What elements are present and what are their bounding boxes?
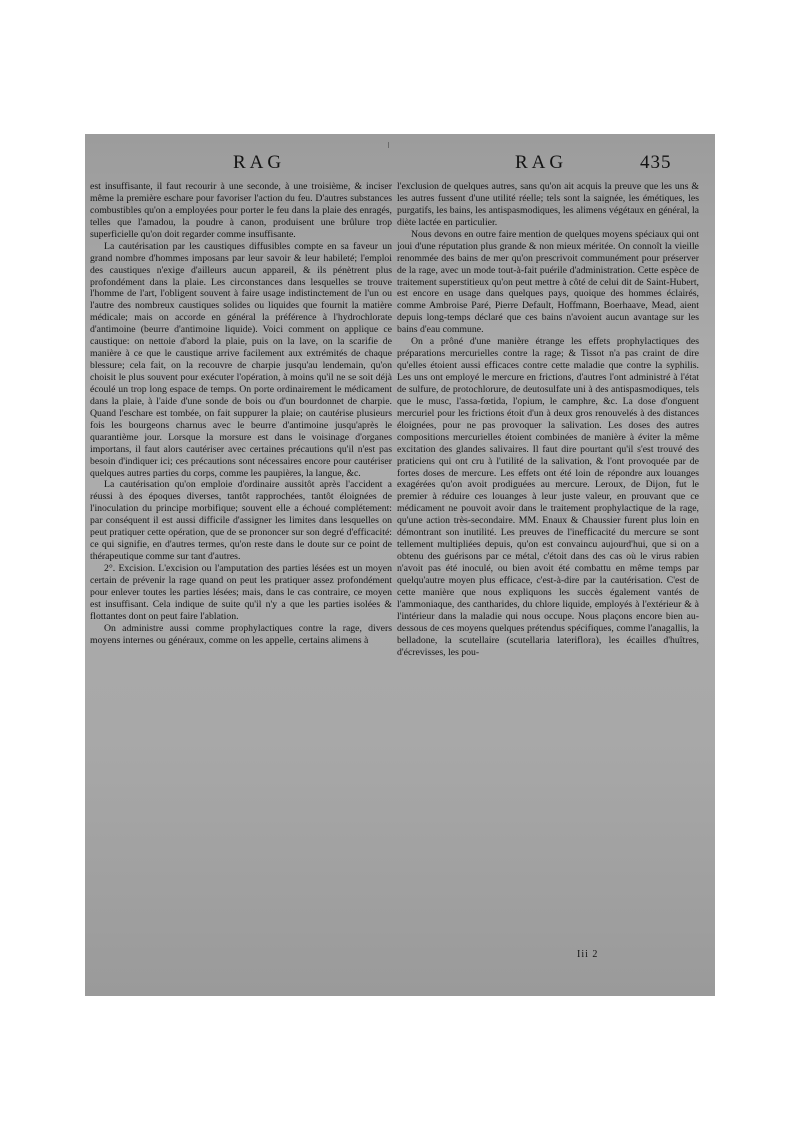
left-text-column: [90, 181, 392, 647]
paragraph: 2°. Excision. L'excision ou l'amputation des parties lésées est un moyen certain de prévenir la rage quand on peut les pratiquer assez profondément pour enlever toutes les parties lésées; mais, dans le cas contraire, ce moyen est insuffisant. Cela indique de suite qu'il n'y a que les parties isolées & flottantes dont on peut faire l'ablation.: [90, 563, 392, 622]
signature-mark: Iii 2: [577, 949, 599, 960]
header-left-title: RAG: [233, 152, 286, 173]
page-number: 435: [640, 152, 672, 173]
paragraph: La cautérisation qu'on emploie d'ordinaire aussitôt après l'accident a réussi à des époques diverses, tantôt rapprochées, tantôt éloignées de l'inoculation du principe morbifique; souvent elle a échoué complétement: par conséquent il est aussi difficile d'assigner les limites dans lesquelles on peut pratiquer cette opération, que de se prononcer sur son degré d'efficacité: ce qui signifie, en d'autres termes, qu'on reste dans le doute sur ce point de thérapeutique comme sur tant d'autres.: [90, 479, 392, 563]
page-mark: [388, 142, 389, 148]
paragraph: Nous devons en outre faire mention de quelques moyens spéciaux qui ont joui d'une réputation plus grande & non mieux méritée. On connoît la vieille renommée des bains de mer qu'on prescrivoit communément pour préserver de la rage, avec un mode tout-à-fait puérile d'administration. Cette espèce de traitement superstitieux qu'on peut mettre à côté de celui dit de Saint-Hubert, est encore en usage dans quelques pays, quoique des hommes éclairés, comme Ambroise Paré, Pierre Default, Hoffmann, Boerhaave, Mead, aient depuis long-temps déclaré que ces bains n'avoient aucun avantage sur les bains d'eau commune.: [397, 228, 699, 336]
header-right-title: RAG: [515, 152, 568, 173]
scanned-page: [85, 134, 715, 996]
running-header: [85, 152, 715, 178]
paragraph: La cautérisation par les caustiques diffusibles compte en sa faveur un grand nombre d'hommes imposans par leur savoir & leur habileté; l'emploi des caustiques n'exige d'ailleurs aucun appareil, & ils pénètrent plus profondément dans la plaie. Les circonstances dans lesquelles se trouve l'homme de l'art, l'obligent souvent à faire usage indistinctement de l'un ou l'autre des nombreux caustiques solides ou liquides que fournit la matière médicale; mais on accorde en général la préférence à l'hydrochlorate d'antimoine (beurre d'antimoine liquide). Voici comment on applique ce caustique: on nettoie d'abord la plaie, puis on la lave, on la scarifie de manière à ce que le caustique arrive facilement aux extrémités de chaque blessure; cela fait, on la recouvre de charpie jusqu'au lendemain, qu'on choisit le plus souvent pour exécuter l'opération, à moins qu'il ne se soit déjà écoulé un trop long espace de temps. On porte ordinairement le médicament dans la plaie, à l'aide d'une sonde de bois ou d'un bourdonnet de charpie. Quand l'eschare est tombée, on fait suppurer la plaie; on cautérise plusieurs fois les bourgeons charnus avec le beurre d'antimoine jusqu'après le quarantième jour. Lorsque la morsure est dans le voisinage d'organes importans, il faut alors cautériser avec certaines précautions qu'il n'est pas besoin d'indiquer ici; ces précautions sont nécessaires encore pour cautériser quelques autres parties du corps, comme les paupières, la langue, &c.: [90, 240, 392, 479]
paragraph: On a prôné d'une manière étrange les effets prophylactiques des préparations mercurielles contre la rage; & Tissot n'a pas craint de dire qu'elles étoient aussi efficaces contre cette maladie que contre la syphilis. Les uns ont employé le mercure en frictions, d'autres l'ont administré à l'état de sulfure, de protochlorure, de deutosulfate uni à des antispasmodiques, tels que le musc, l'assa-fœtida, l'opium, le camphre, &c. La dose d'onguent mercuriel pour les frictions étoit d'un à deux gros renouvelés à des distances éloignées, pour ne pas provoquer la salivation. Les doses des autres compositions mercurielles étoient combinées de manière à éviter la même excitation des glandes salivaires. Il faut dire pourtant qu'il s'est trouvé des praticiens qui ont cru à l'utilité de la salivation, & l'ont provoquée par de fortes doses de mercure. Les effets ont été loin de répondre aux louanges exagérées qu'on avoit prodiguées au mercure. Leroux, de Dijon, fut le premier à réduire ces louanges à leur juste valeur, en prouvant que ce médicament ne pouvoit avoir dans le traitement prophylactique de la rage, qu'une action très-secondaire. MM. Enaux & Chaussier furent plus loin en démontrant son inutilité. Les preuves de l'inefficacité du mercure se sont tellement multipliées depuis, qu'on est convaincu aujourd'hui, que si on a obtenu des guérisons par ce métal, c'étoit dans des cas où le virus rabien n'avoit pas été inoculé, ou bien avoit été combattu en même temps par quelqu'autre moyen plus efficace, c'est-à-dire par la cautérisation. C'est de cette manière que nous expliquons les succès également vantés de l'ammoniaque, des cantharides, du chlore liquide, employés à l'extérieur & à l'intérieur dans la maladie qui nous occupe. Nous plaçons encore bien au-dessous de ces moyens quelques prétendus spécifiques, comme l'anagallis, la belladone, la scutellaire (scutellaria lateriflora), les écailles d'huîtres, d'écrevisses, les pou-: [397, 336, 699, 658]
paragraph: On administre aussi comme prophylactiques contre la rage, divers moyens internes ou généraux, comme on les appelle, certains alimens à: [90, 622, 392, 646]
right-text-column: [397, 181, 699, 659]
paragraph: l'exclusion de quelques autres, sans qu'on ait acquis la preuve que les uns & les autres fussent d'une utilité réelle; tels sont la saignée, les émétiques, les purgatifs, les bains, les antispasmodiques, les alimens végétaux en général, la diète lactée en particulier.: [397, 181, 699, 228]
paragraph: est insuffisante, il faut recourir à une seconde, à une troisième, & inciser même la première eschare pour favoriser l'action du feu. D'autres substances combustibles qu'on a employées pour porter le feu dans la plaie des enragés, telles que l'amadou, la poudre à canon, produisent une brûlure trop superficielle qu'on doit regarder comme insuffisante.: [90, 181, 392, 240]
